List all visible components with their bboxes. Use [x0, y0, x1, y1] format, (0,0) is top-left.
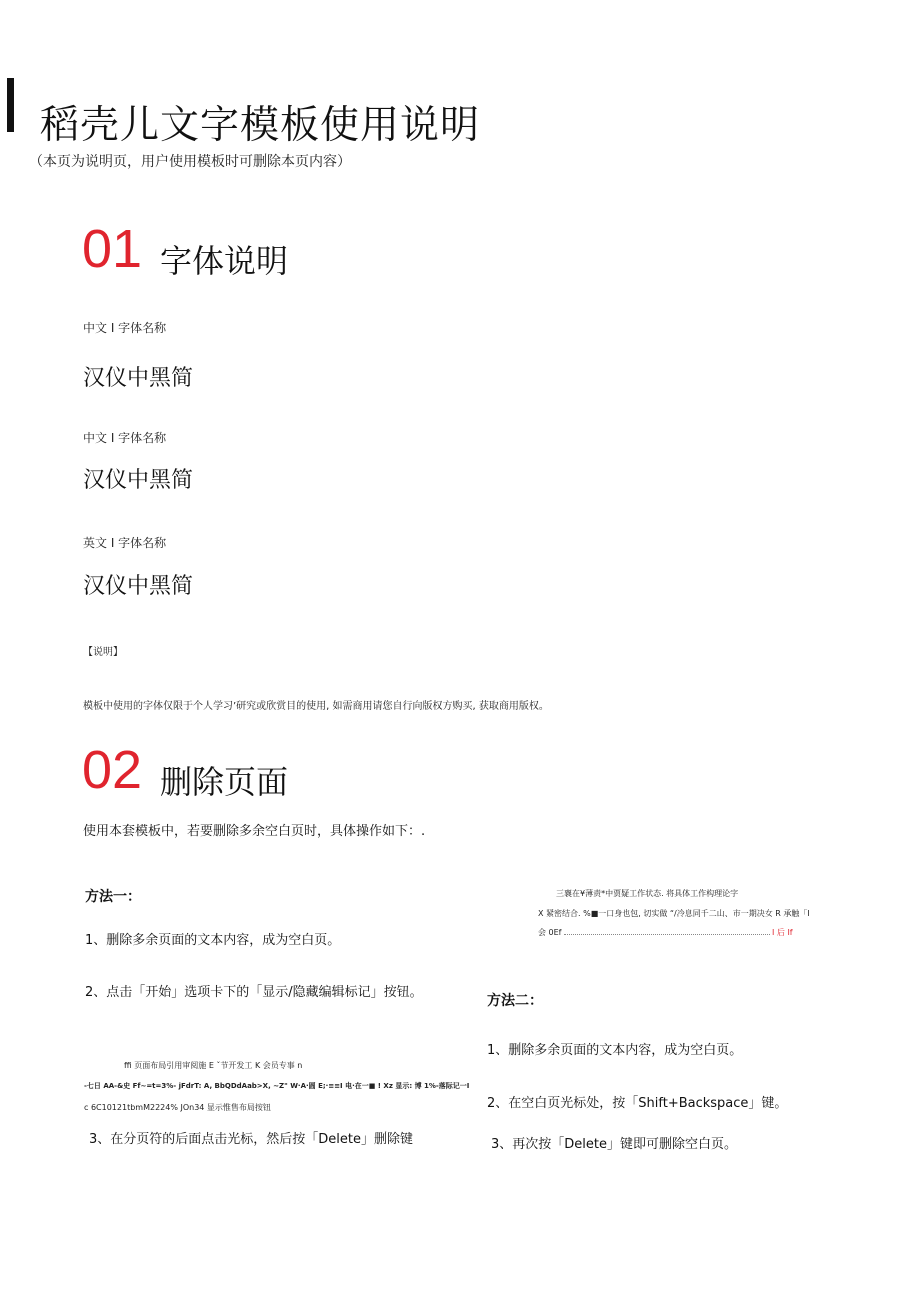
ribbon-menu-line: ffi 页面布局引用审阅施 E ˇ节开发工 K 会员专事 n: [124, 1061, 303, 1070]
method2-step2: 2、在空白页光标处，按「Shift+Backspace」键。: [487, 1096, 788, 1111]
font-label-1: 中文 I 字体名称: [83, 321, 167, 335]
method2-heading: 方法二：: [487, 993, 543, 1009]
page-subtitle: （本页为说明页，用户使用模板时可删除本页内容）: [29, 154, 351, 170]
title-accent-bar: [7, 78, 14, 132]
section-title-delete-page: 删除页面: [160, 763, 289, 801]
section-title-fonts: 字体说明: [160, 242, 289, 280]
document-screenshot: [538, 884, 810, 940]
ribbon-toolbar-line: -七日 AA-&史 Ff~=t=3%- jFdrT: A, BbQDdAab>X, ~Z" W·A·圆 E;·≡≡I 电·在一■ ! Xz 显示: 博 1%-落际记一I: [84, 1082, 470, 1090]
method1-step1: 1、删除多余页面的文本内容，成为空白页。: [85, 933, 341, 948]
font-label-2: 中文 I 字体名称: [83, 431, 167, 445]
doc-line-2: X 紧密结合. %■一口身也包, 切实做 “/冷息同千二山、市一期决女 R 承触「I: [538, 909, 810, 918]
font-name-2: 汉仪中黑简: [83, 468, 194, 493]
section-number-01: 01: [82, 219, 143, 279]
method1-step3: 3、在分页符的后面点击光标，然后按「Delete」删除键: [89, 1132, 413, 1147]
note-label: 【说明】: [83, 647, 123, 658]
method1-step2: 2、点击「开始」选项卡下的「显示/隐藏编辑标记」按钮。: [85, 985, 423, 1000]
doc-line-1: 三襄在¥薄责*中贾疑工作状态. 将具体工作构理论字: [556, 889, 739, 898]
section-number-02: 02: [82, 740, 143, 800]
font-name-3: 汉仪中黑简: [83, 574, 194, 599]
ribbon-caption-line: c 6C10121tbmM2224% JOn34 显示惟售布局按钮: [84, 1103, 271, 1112]
font-name-1: 汉仪中黑简: [83, 366, 194, 391]
page-title: 稻壳儿文字模板使用说明: [40, 103, 481, 148]
note-text: 模板中使用的字体仅限于个人学习’研究或欣赏目的使用, 如需商用请您自行向版权方购买, 获取商用版权。: [83, 701, 549, 712]
method1-heading: 方法一：: [85, 889, 141, 905]
ribbon-screenshot: [84, 1056, 470, 1116]
doc-line-3: 会 0Ef: [538, 928, 562, 937]
method2-step1: 1、删除多余页面的文本内容，成为空白页。: [487, 1043, 743, 1058]
method2-step3: 3、再次按「Delete」键即可删除空白页。: [491, 1137, 737, 1152]
delete-intro: 使用本套模板中，若要删除多余空白页时，具体操作如下：.: [83, 824, 426, 839]
doc-line-4: I 后 If: [772, 928, 793, 937]
font-label-3: 英文 I 字体名称: [83, 536, 167, 550]
doc-dotted-line: [564, 934, 770, 935]
